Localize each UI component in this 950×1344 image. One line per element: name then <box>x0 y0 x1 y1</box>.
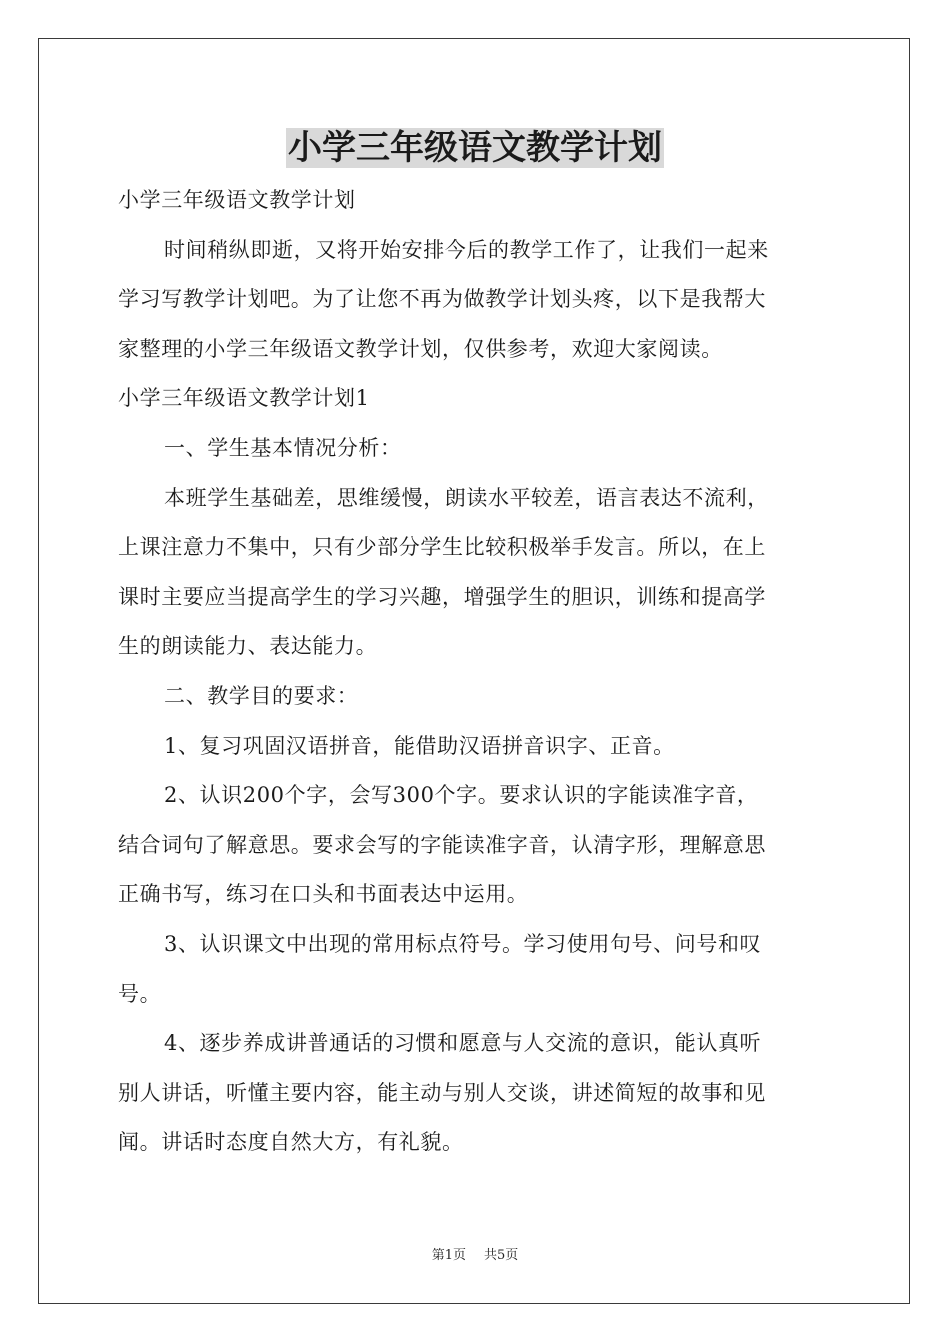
text-line: 闻。讲话时态度自然大方，有礼貌。 <box>118 1130 464 1155</box>
document-title-text: 小学三年级语文教学计划 <box>288 128 662 168</box>
text-line: 上课注意力不集中，只有少部分学生比较积极举手发言。所以，在上 <box>118 535 766 560</box>
text-line: 小学三年级语文教学计划 <box>118 188 356 212</box>
text-line: 家整理的小学三年级语文教学计划，仅供参考，欢迎大家阅读。 <box>118 336 723 361</box>
text-line: 学习写教学计划吧。为了让您不再为做教学计划头疼，以下是我帮大 <box>118 287 766 312</box>
page-footer <box>0 1246 950 1266</box>
document-title <box>0 124 950 172</box>
text-line: 4、逐步养成讲普通话的习惯和愿意与人交流的意识，能认真听 <box>164 1031 762 1056</box>
text-line: 2、认识200个字，会写300个字。要求认识的字能读准字音， <box>164 783 759 808</box>
text-line: 一、学生基本情况分析： <box>164 435 402 460</box>
page-number: 第1页 <box>431 1248 466 1263</box>
text-line: 1、复习巩固汉语拼音，能借助汉语拼音识字、正音。 <box>164 733 675 758</box>
text-line: 二、教学目的要求： <box>164 683 359 708</box>
text-line: 正确书写，练习在口头和书面表达中运用。 <box>118 882 529 907</box>
text-line: 结合词句了解意思。要求会写的字能读准字音，认清字形，理解意思 <box>118 832 766 857</box>
text-line: 3、认识课文中出现的常用标点符号。学习使用句号、问号和叹 <box>164 931 762 956</box>
text-line: 号。 <box>118 981 162 1006</box>
text-line: 小学三年级语文教学计划1 <box>118 386 370 411</box>
text-line: 时间稍纵即逝，又将开始安排今后的教学工作了，让我们一起来 <box>164 237 769 262</box>
text-line: 本班学生基础差，思维缓慢，朗读水平较差，语言表达不流利， <box>164 485 769 510</box>
document-body <box>118 176 832 1168</box>
text-line: 别人讲话，听懂主要内容，能主动与别人交谈，讲述简短的故事和见 <box>118 1080 766 1105</box>
text-line: 课时主要应当提高学生的学习兴趣，增强学生的胆识，训练和提高学 <box>118 584 766 609</box>
page-total: 共5页 <box>484 1248 519 1263</box>
text-line: 生的朗读能力、表达能力。 <box>118 634 378 659</box>
